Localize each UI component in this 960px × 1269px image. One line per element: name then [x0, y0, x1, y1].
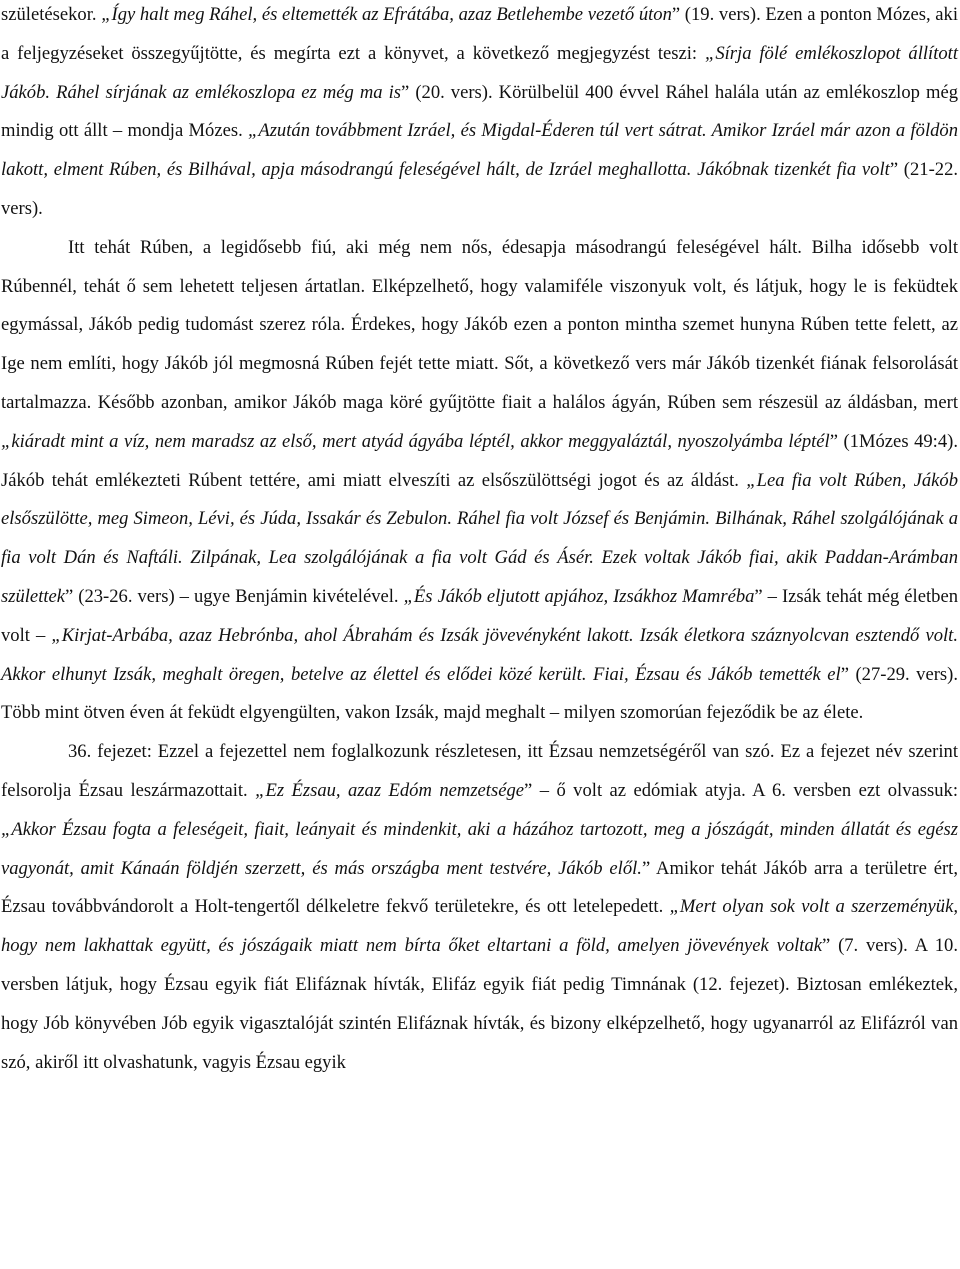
quote-run: „Azután továbbment Izráel, és Migdal-Éderen túl vert sátrat. Amikor Izráel már azon a földön lakott, elment Rúben, és Bilhával, apja másodrangú feleségével hált, de Izráel meghallotta. Jákóbnak tizenkét fia volt [1, 120, 958, 181]
quote-run: „Mert olyan sok volt a szerzeményük, hogy nem lakhattak együtt, és jószágaik miatt nem bírta őket eltartani a föld, amelyen jövevények voltak [1, 896, 958, 957]
text-run: ” Amikor tehát Jákób arra a területre ért, Ézsau továbbvándorolt a Holt-tengertől délkeletre fekvő területekre, és ott letelepedett. [1, 857, 958, 918]
text-run: ” (23-26. vers) – ugye Benjámin kivételével. [65, 585, 404, 607]
text-run: 36. fejezet: Ezzel a fejezettel nem foglalkozunk részletesen, itt Ézsau nemzetségéről van szó. Ez a fejezet név szerint felsorolja Ézsau leszármazottait. [1, 741, 958, 801]
text-run: ” (19. vers). Ezen a ponton Mózes, aki a feljegyzéseket összegyűjtötte, és megírta ezt a könyvet, a következő megjegyzést teszi: [1, 4, 959, 64]
text-run: ” – ő volt az edómiak atyja. A 6. versben ezt olvassuk: [524, 779, 959, 801]
text-run: ” (27-29. vers). Több mint ötven éven át feküdt elgyengülten, vakon Izsák, majd meghalt – milyen szomorúan fejeződik be az élete. [1, 663, 958, 724]
quote-run: „Akkor Ézsau fogta a feleségeit, fiait, leányait és mindenkit, aki a házához tartozott, meg a jószágát, minden állatát és egész vagyonát, amit Kánaán földjén szerzett, és más országba ment testvére, Jákób elől. [1, 818, 958, 879]
text-run: ” (1Mózes 49:4). Jákób tehát emlékezteti Rúbent tettére, ami miatt elveszíti az elsőszülöttségi jogot és az áldást. [1, 430, 958, 491]
quote-run: „Lea fia volt Rúben, Jákób elsőszülötte, meg Simeon, Lévi, és Júda, Issakár és Zebulon. Ráhel fia volt József és Benjámin. Bilhának, Ráhel szolgálójának a fia volt Dán és Naftáli. Zilpának, Lea szolgálójának a fia volt Gád és Ásér. Ezek voltak Jákób fiai, akik Paddan-Arámban születtek [1, 469, 958, 607]
text-run: ” (21-22. vers). [1, 159, 959, 219]
text-run: születésekor. [1, 4, 102, 25]
quote-run: „Így halt meg Ráhel, és eltemették az Efrátába, azaz Betlehembe vezető úton [101, 4, 672, 25]
text-run: ” (20. vers). Körülbelül 400 évvel Ráhel halála után az emlékoszlop még mindig ott állt – mondja Mózes. [1, 81, 958, 142]
quote-run: „És Jákób eljutott apjához, Izsákhoz Mamrébа [403, 585, 755, 607]
paragraph-3 [1, 733, 958, 1082]
text-run: ” – Izsák tehát még életben volt – [1, 585, 958, 646]
quote-run: „Kirjat-Arbába, azaz Hebrónba, ahol Ábrahám és Izsák jövevényként lakott. Izsák életkora száznyolcvan esztendő volt. Akkor elhunyt Izsák, meghalt öregen, betelve az élettel és elődei közé került. Fiai, Ézsau és Jákób temették el [1, 624, 958, 685]
quote-run: „Ez Ézsau, azaz Edóm nemzetsége [255, 779, 525, 801]
text-run: ” (7. vers). A 10. versben látjuk, hogy Ézsau egyik fiát Elifáznak hívták, Elifáz egyik fiát pedig Timnának (12. fejezet). Biztosan emlékeztek, hogy Jób könyvében Jób egyik vigasztalóját szintén Elifáznak hívták, és bizony elképzelhető, hogy ugyanarról az Elifázról van szó, akiről itt olvashatunk, vagyis Ézsau egyik [1, 935, 958, 1073]
paragraph-1 [1, 0, 958, 229]
paragraph-2 [1, 229, 958, 733]
text-run: Itt tehát Rúben, a legidősebb fiú, aki még nem nős, édesapja másodrangú feleségével hált. Bilha idősebb volt Rúbennél, tehát ő sem lehetett teljesen ártatlan. Elképzelhető, hogy valamiféle viszonyuk volt, és látjuk, hogy le is feküdtek egymással, Jákób pedig tudomást szerez róla. Érdekes, hogy Jákób ezen a ponton mintha szemet hunyna Rúben tette felett, az Ige nem említi, hogy Jákób jól megmosná Rúben fejét tette miatt. Sőt, a következő vers már Jákób tizenkét fiának felsorolását tartalmazza. Később azonban, amikor Jákób maga köré gyűjtötte fiait a halálos ágyán, Rúben sem részesül az áldásban, mert [1, 236, 958, 413]
quote-run: „kiáradt mint a víz, nem maradsz az első, mert atyád ágyába léptél, akkor meggyaláztál, nyoszolyámba léptél [1, 430, 830, 452]
quote-run: „Sírja fölé emlékoszlopot állított Jákób. Ráhel sírjának az emlékoszlopa ez még ma is [1, 42, 958, 103]
